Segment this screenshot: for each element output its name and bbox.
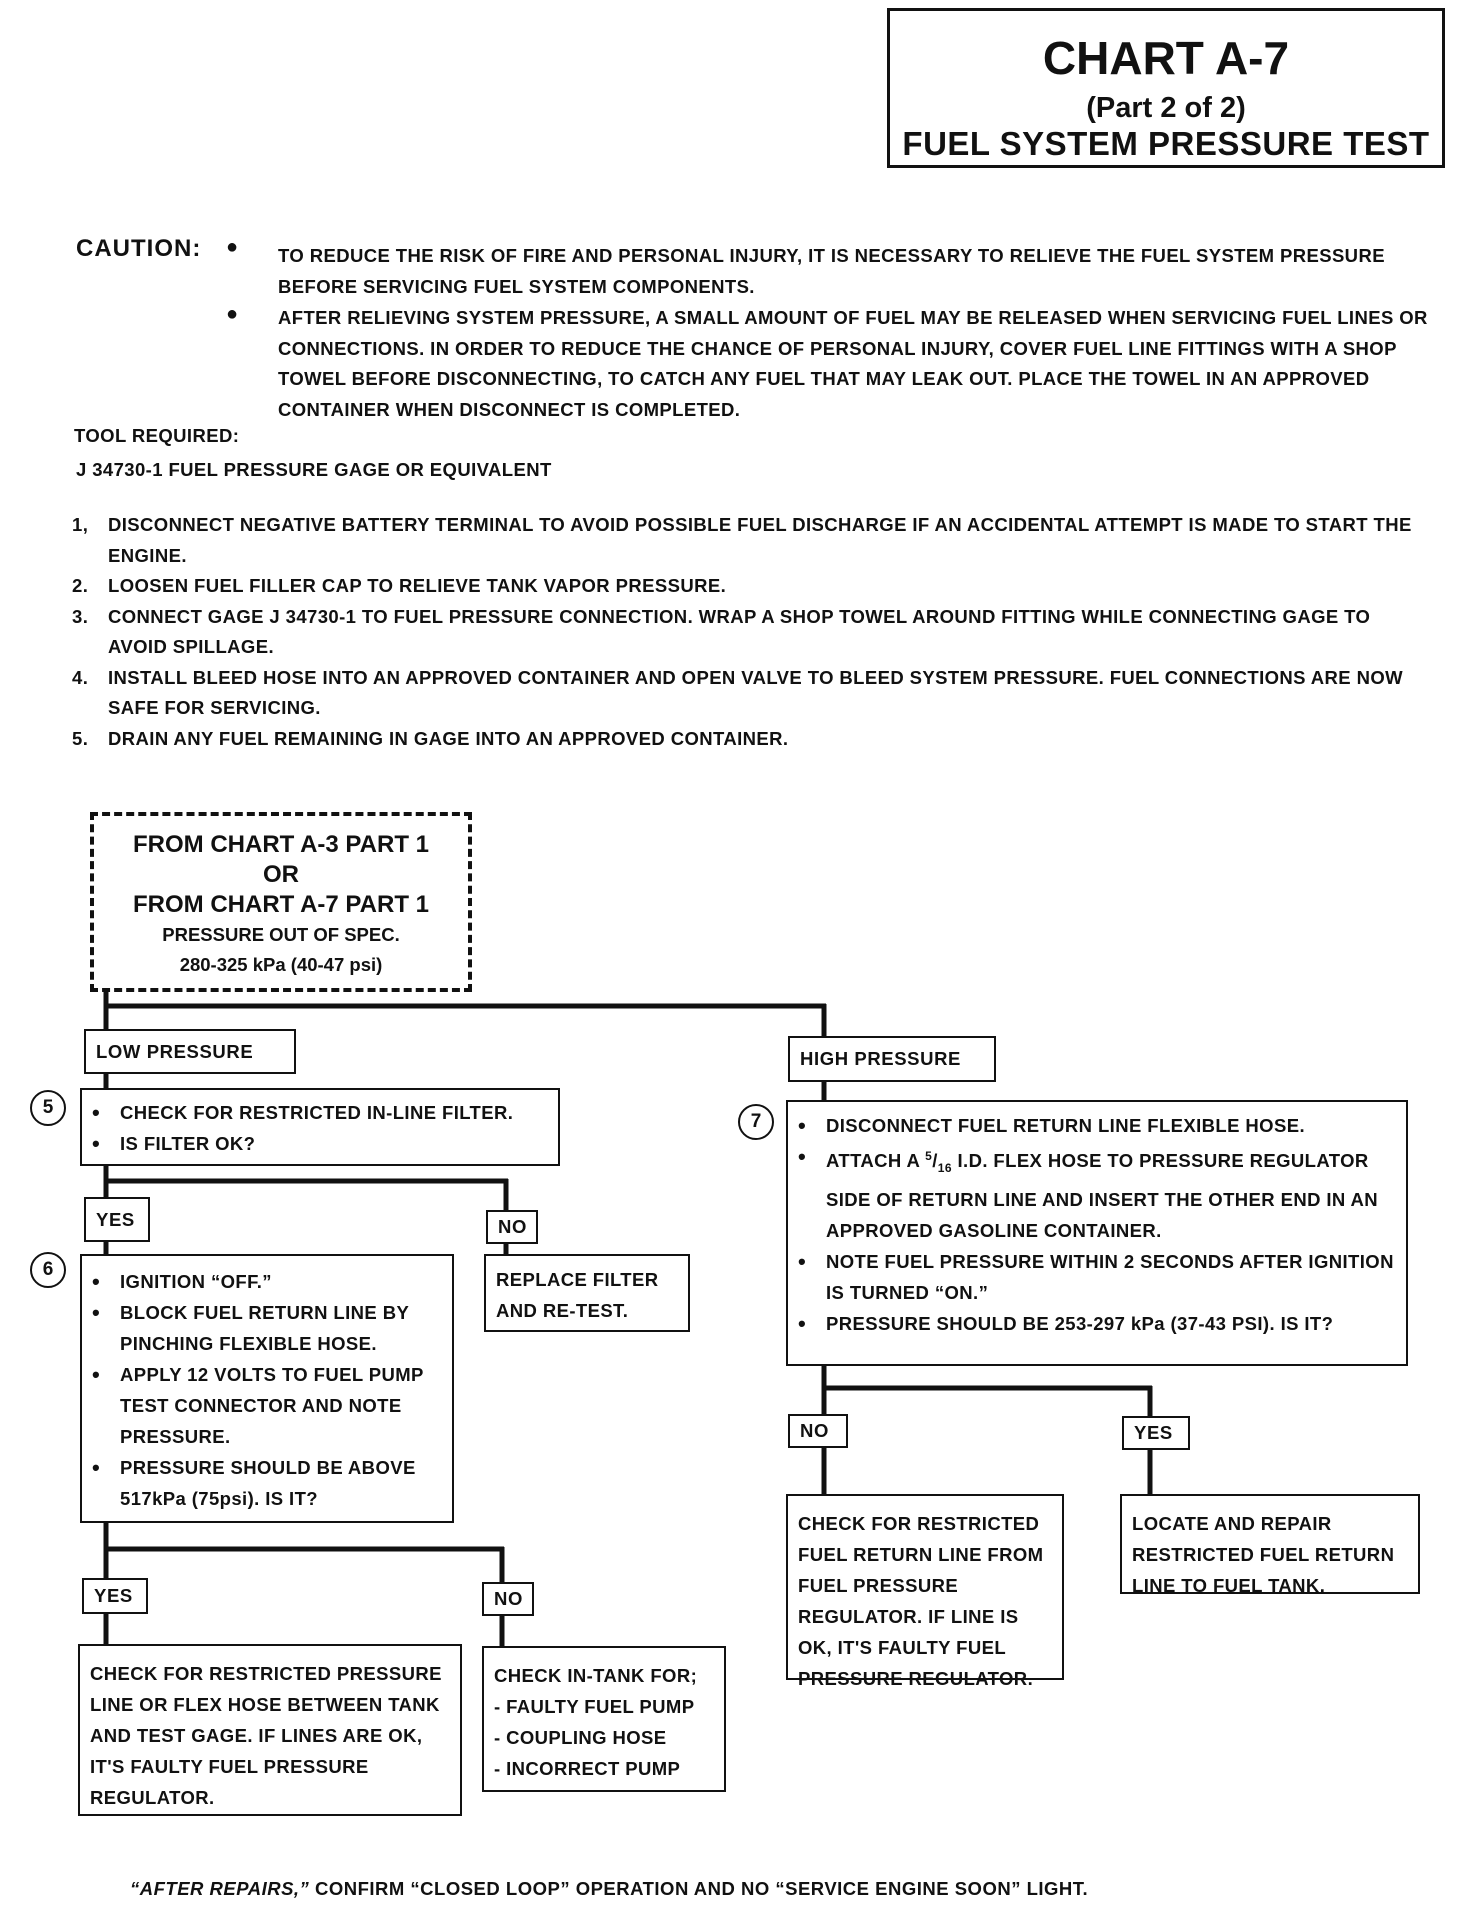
procedure-step: 1, DISCONNECT NEGATIVE BATTERY TERMINAL TO AVOID POSSIBLE FUEL DISCHARGE IF AN ACCIDENTAL ATTEMPT IS MADE TO START THE ENGINE.: [72, 514, 1412, 566]
check-in-tank-item: - COUPLING HOSE: [494, 1727, 667, 1748]
step-6-item: • BLOCK FUEL RETURN LINE BY PINCHING FLEXIBLE HOSE.: [82, 1297, 452, 1359]
check-in-tank-title: CHECK IN-TANK FOR;: [494, 1665, 698, 1686]
start-line-1: FROM CHART A-3 PART 1: [133, 831, 429, 858]
step-5-box: [80, 1088, 560, 1166]
repair-return-line-box: LOCATE AND REPAIR RESTRICTED FUEL RETURN LINE TO FUEL TANK.: [1120, 1494, 1420, 1594]
check-in-tank-item: - INCORRECT PUMP: [494, 1758, 681, 1779]
step-7-item: • PRESSURE SHOULD BE 253-297 kPa (37-43 PSI). IS IT?: [788, 1308, 1406, 1339]
caution-label: CAUTION:: [76, 235, 202, 262]
procedure-step: 3. CONNECT GAGE J 34730-1 TO FUEL PRESSURE CONNECTION. WRAP A SHOP TOWEL AROUND FITTING WHILE CONNECTING GAGE TO AVOID SPILLAGE.: [72, 605, 1371, 657]
chart-number: CHART A-7: [1042, 32, 1290, 84]
chart-part: (Part 2 of 2): [1086, 92, 1246, 124]
step-6-item: • IGNITION “OFF.”: [82, 1266, 452, 1297]
check-in-tank-box: [482, 1646, 726, 1792]
replace-filter-box: REPLACE FILTER AND RE-TEST.: [484, 1254, 690, 1332]
procedure-step: 2. LOOSEN FUEL FILLER CAP TO RELIEVE TANK VAPOR PRESSURE.: [72, 575, 727, 596]
step-6-box: [80, 1254, 454, 1523]
start-line-4: PRESSURE OUT OF SPEC.: [162, 924, 400, 945]
start-line-5: 280-325 kPa (40-47 psi): [179, 954, 383, 975]
pressure-above-no-label: NO: [482, 1582, 534, 1616]
after-repairs-note: [130, 1878, 1088, 1900]
after-repairs-lead: “AFTER REPAIRS,”: [130, 1878, 310, 1899]
filter-ok-no-label: NO: [486, 1210, 538, 1244]
step-5-number: 5: [30, 1090, 66, 1126]
step-7-item: • ATTACH A $^5/_{16}$ I.D. FLEX HOSE TO PRESSURE REGULATOR SIDE OF RETURN LINE AND INSERT THE OTHER END IN AN APPROVED GASOLINE CONTAINER.: [788, 1141, 1406, 1246]
caution-text-2: AFTER RELIEVING SYSTEM PRESSURE, A SMALL AMOUNT OF FUEL MAY BE RELEASED WHEN SERVICING FUEL LINES OR CONNECTIONS. IN ORDER TO REDUCE THE CHANCE OF PERSONAL INJURY, COVER FUEL LINE FITTINGS WITH A SHOP TOWEL BEFORE DISCONNECTING, TO CATCH ANY FUEL THAT MAY LEAK OUT. PLACE THE TOWEL IN AN APPROVED CONTAINER WHEN DISCONNECT IS COMPLETED.: [278, 307, 1428, 420]
step-6-number: 6: [30, 1252, 66, 1288]
check-in-tank-item: - FAULTY FUEL PUMP: [494, 1696, 695, 1717]
caution-bullet-icon: ●: [226, 303, 239, 325]
fraction-denominator: 16: [937, 1160, 952, 1175]
step-6-item: • PRESSURE SHOULD BE ABOVE 517kPa (75psi). IS IT?: [82, 1452, 452, 1514]
tool-required-value: J 34730-1 FUEL PRESSURE GAGE OR EQUIVALENT: [76, 459, 552, 480]
check-pressure-line-box: CHECK FOR RESTRICTED PRESSURE LINE OR FLEX HOSE BETWEEN TANK AND TEST GAGE. IF LINES ARE OK, IT'S FAULTY FUEL PRESSURE REGULATOR.: [78, 1644, 462, 1816]
after-repairs-rest: CONFIRM “CLOSED LOOP” OPERATION AND NO “SERVICE ENGINE SOON” LIGHT.: [309, 1878, 1089, 1899]
step-7-item: • DISCONNECT FUEL RETURN LINE FLEXIBLE HOSE.: [788, 1110, 1406, 1141]
caution-bullet-icon: ●: [226, 236, 239, 258]
high-pressure-label: HIGH PRESSURE: [788, 1036, 996, 1082]
procedure-step: 4. INSTALL BLEED HOSE INTO AN APPROVED CONTAINER AND OPEN VALVE TO BLEED SYSTEM PRESSURE. FUEL CONNECTIONS ARE NOW SAFE FOR SERVICING.: [72, 666, 1403, 718]
filter-ok-yes-label: YES: [84, 1197, 150, 1242]
step-6-item: • APPLY 12 VOLTS TO FUEL PUMP TEST CONNECTOR AND NOTE PRESSURE.: [82, 1359, 452, 1452]
step-5-item: • CHECK FOR RESTRICTED IN-LINE FILTER.: [82, 1097, 558, 1128]
caution-text-1: TO REDUCE THE RISK OF FIRE AND PERSONAL INJURY, IT IS NECESSARY TO RELIEVE THE FUEL SYSTEM PRESSURE BEFORE SERVICING FUEL SYSTEM COMPONENTS.: [278, 245, 1385, 297]
pressure-within-yes-label: YES: [1122, 1416, 1190, 1450]
start-line-2: OR: [263, 861, 299, 888]
step-7-number: 7: [738, 1104, 774, 1140]
low-pressure-label: LOW PRESSURE: [84, 1029, 296, 1074]
tool-required-label: TOOL REQUIRED:: [74, 425, 240, 446]
chart-name: FUEL SYSTEM PRESSURE TEST: [902, 125, 1430, 162]
start-from-chart-box: [90, 812, 472, 992]
step-5-item: • IS FILTER OK?: [82, 1128, 558, 1159]
step-7-item: • NOTE FUEL PRESSURE WITHIN 2 SECONDS AFTER IGNITION IS TURNED “ON.”: [788, 1246, 1406, 1308]
pressure-above-yes-label: YES: [82, 1578, 148, 1614]
check-return-line-box: CHECK FOR RESTRICTED FUEL RETURN LINE FROM FUEL PRESSURE REGULATOR. IF LINE IS OK, IT'S FAULTY FUEL PRESSURE REGULATOR.: [786, 1494, 1064, 1680]
procedure-step: 5. DRAIN ANY FUEL REMAINING IN GAGE INTO AN APPROVED CONTAINER.: [72, 727, 789, 749]
fraction-numerator: 5: [925, 1149, 933, 1163]
step-7-box: [786, 1100, 1408, 1366]
pressure-within-no-label: NO: [788, 1414, 848, 1448]
start-line-3: FROM CHART A-7 PART 1: [133, 891, 429, 918]
